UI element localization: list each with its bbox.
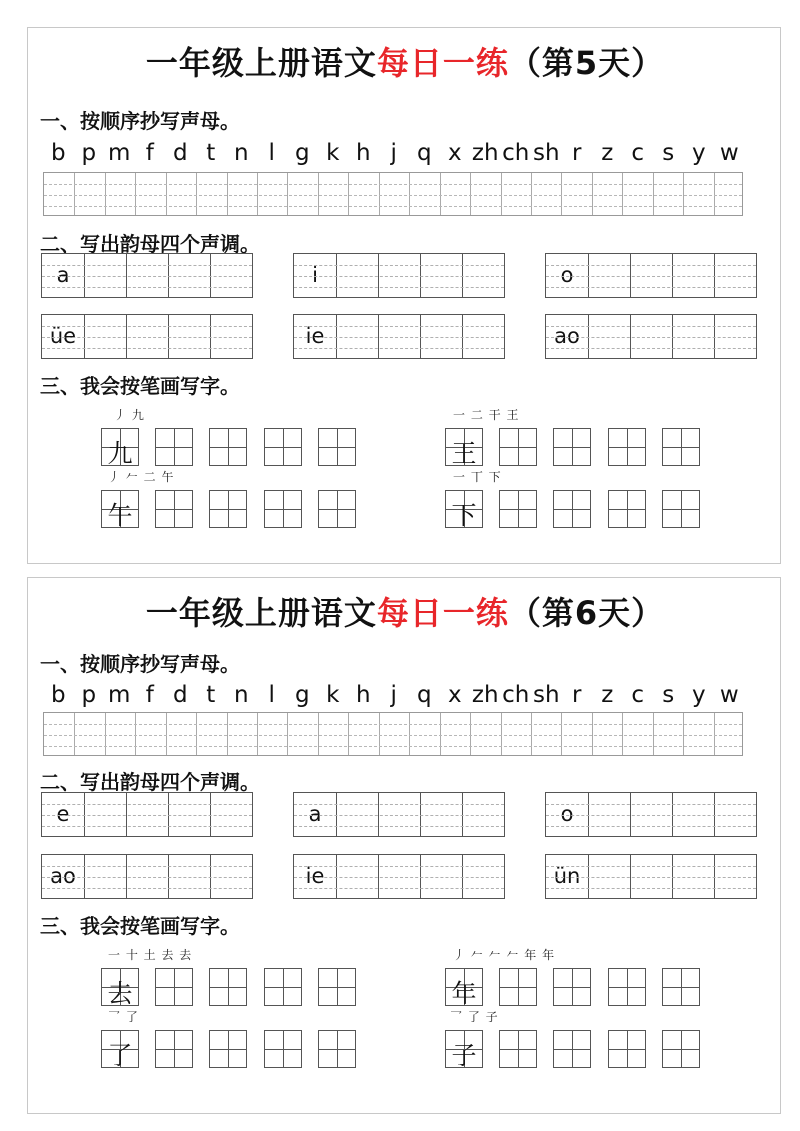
guide-line [42,888,252,889]
grid-column-line [287,173,288,215]
grid-column-line [470,713,471,755]
vowel-label: ün [553,864,581,888]
guide-line [42,337,252,338]
practice-box[interactable] [553,968,591,1006]
title-day: （第5天） [508,44,665,82]
guide-line [546,877,756,878]
initial-letter: zh [471,682,499,708]
initial-letter: b [50,140,66,166]
stroke-order: 乛 了 [108,1010,139,1024]
grid-column-line [105,173,106,215]
initial-letter: s [662,140,675,166]
practice-box[interactable] [499,490,537,528]
practice-box[interactable] [662,428,700,466]
grid-column-line [318,713,319,755]
practice-box[interactable] [662,1030,700,1068]
grid-guide-line [44,206,742,207]
guide-line [546,337,756,338]
practice-box[interactable] [155,490,193,528]
grid-column-line [409,173,410,215]
vowel-writing-box[interactable] [41,792,253,837]
guide-line [546,287,756,288]
title-text: 一年级上册语文 [145,594,377,632]
initial-letter: r [572,682,582,708]
model-character: 九 [107,439,133,468]
grid-column-line [287,713,288,755]
model-character-box [101,490,139,528]
title-highlight: 每日一练 [376,44,509,82]
grid-column-line [470,173,471,215]
model-character-box [445,1030,483,1068]
initial-letter: y [691,140,706,166]
initial-letter: h [355,140,371,166]
initial-letter: q [416,682,432,708]
grid-column-line [348,173,349,215]
grid-column-line [105,713,106,755]
stroke-order: 一 二 干 王 [453,408,520,422]
grid-column-line [653,173,654,215]
vowel-label: o [560,802,574,826]
initial-letter: l [268,682,275,708]
guide-line [42,326,252,327]
model-character: 了 [107,1041,133,1070]
grid-column-line [683,173,684,215]
guide-line [294,826,504,827]
guide-line [294,265,504,266]
guide-line [42,877,252,878]
grid-guide-line [44,735,742,736]
vowel-writing-box[interactable] [545,253,757,298]
initials-writing-grid[interactable] [43,712,743,756]
initial-letter: y [691,682,706,708]
grid-column-line [592,173,593,215]
initials-row [43,140,743,170]
vowel-writing-box[interactable] [41,314,253,359]
grid-column-line [257,173,258,215]
practice-box[interactable] [264,490,302,528]
vowel-label: o [560,263,574,287]
initials-row [43,682,743,712]
initial-letter: s [662,682,675,708]
guide-line [42,265,252,266]
practice-box[interactable] [499,1030,537,1068]
grid-column-line [561,173,562,215]
title-text: 一年级上册语文 [145,44,377,82]
model-character-box [445,490,483,528]
model-character: 去 [107,979,133,1008]
vowel-label: a [56,263,70,287]
stroke-order: 丿 𠂉 二 午 [108,470,175,484]
practice-box[interactable] [662,490,700,528]
guide-line [42,815,252,816]
practice-box[interactable] [155,1030,193,1068]
guide-line [42,276,252,277]
stroke-order: 丿 𠂉 𠂉 𠂉 年 年 [453,948,556,962]
guide-line [294,326,504,327]
model-character-box [445,428,483,466]
practice-box[interactable] [608,968,646,1006]
vowel-label: ie [305,864,325,888]
grid-column-line [379,713,380,755]
initial-letter: ch [502,140,530,166]
initial-letter: w [719,682,739,708]
initial-letter: z [601,140,614,166]
guide-line [294,348,504,349]
initial-letter: n [233,140,249,166]
practice-box[interactable] [553,428,591,466]
practice-box[interactable] [264,1030,302,1068]
grid-guide-line [44,746,742,747]
guide-line [294,815,504,816]
section-2-heading: 二、写出韵母四个声调。 [40,232,260,256]
initial-letter: sh [532,140,560,166]
guide-line [294,866,504,867]
initial-letter: k [326,140,340,166]
initials-writing-grid[interactable] [43,172,743,216]
guide-line [546,866,756,867]
grid-guide-line [44,195,742,196]
practice-box[interactable] [608,490,646,528]
model-character-box [445,968,483,1006]
initial-letter: x [447,682,462,708]
section-1-heading: 一、按顺序抄写声母。 [40,652,240,676]
stroke-order: 乛 了 子 [450,1010,499,1024]
practice-box[interactable] [318,1030,356,1068]
model-character-box [101,968,139,1006]
grid-column-line [714,713,715,755]
worksheet-day-5 [27,27,781,564]
grid-column-line [592,713,593,755]
vowel-label: ie [305,324,325,348]
grid-column-line [227,713,228,755]
grid-column-line [74,173,75,215]
grid-column-line [166,173,167,215]
initial-letter: ch [502,682,530,708]
section-2-heading: 二、写出韵母四个声调。 [40,770,260,794]
practice-box[interactable] [662,968,700,1006]
guide-line [294,287,504,288]
initial-letter: n [233,682,249,708]
grid-column-line [409,713,410,755]
vowel-label: i [312,263,318,287]
worksheet-day-6 [27,577,781,1114]
initial-letter: g [294,682,310,708]
guide-line [546,348,756,349]
practice-box[interactable] [209,968,247,1006]
title-highlight: 每日一练 [376,594,509,632]
initial-letter: q [416,140,432,166]
initial-letter: sh [532,682,560,708]
grid-column-line [653,713,654,755]
initial-letter: w [719,140,739,166]
stroke-order: 丿 九 [114,408,145,422]
section-3-heading: 三、我会按笔画写字。 [40,914,240,938]
grid-column-line [622,713,623,755]
grid-column-line [74,713,75,755]
vowel-label: üe [49,324,77,348]
initial-letter: l [268,140,275,166]
initial-letter: h [355,682,371,708]
initial-letter: t [206,140,216,166]
stroke-order: 一 十 土 去 去 [108,948,193,962]
initial-letter: g [294,140,310,166]
grid-column-line [227,173,228,215]
section-3-heading: 三、我会按笔画写字。 [40,374,240,398]
practice-box[interactable] [209,490,247,528]
model-character: 年 [451,979,477,1008]
initial-letter: m [108,140,131,166]
grid-column-line [135,173,136,215]
guide-line [294,337,504,338]
initial-letter: d [172,682,188,708]
practice-box[interactable] [499,968,537,1006]
practice-box[interactable] [264,428,302,466]
initial-letter: z [601,682,614,708]
grid-column-line [196,713,197,755]
grid-column-line [501,173,502,215]
initial-letter: b [50,682,66,708]
vowel-writing-box[interactable] [41,854,253,899]
grid-column-line [379,173,380,215]
guide-line [546,276,756,277]
model-character: 下 [451,501,477,530]
grid-column-line [531,713,532,755]
guide-line [294,888,504,889]
grid-column-line [714,173,715,215]
grid-column-line [440,713,441,755]
guide-line [42,287,252,288]
initial-letter: zh [471,140,499,166]
guide-line [42,804,252,805]
practice-box[interactable] [553,1030,591,1068]
grid-column-line [622,173,623,215]
grid-column-line [166,713,167,755]
initial-letter: x [447,140,462,166]
vowel-label: e [56,802,70,826]
initial-letter: f [145,682,154,708]
practice-box[interactable] [209,1030,247,1068]
guide-line [42,348,252,349]
model-character: 子 [451,1041,477,1070]
guide-line [546,265,756,266]
grid-column-line [348,713,349,755]
section-1-heading: 一、按顺序抄写声母。 [40,109,240,133]
practice-box[interactable] [264,968,302,1006]
vowel-writing-box[interactable] [293,854,505,899]
grid-column-line [440,173,441,215]
model-character-box [101,1030,139,1068]
guide-line [546,326,756,327]
grid-column-line [683,713,684,755]
initial-letter: t [206,682,216,708]
grid-column-line [257,713,258,755]
model-character: 午 [107,501,133,530]
guide-line [42,866,252,867]
initial-letter: r [572,140,582,166]
guide-line [546,804,756,805]
practice-box[interactable] [155,428,193,466]
vowel-writing-box[interactable] [545,792,757,837]
initial-letter: j [390,682,397,708]
initial-letter: c [631,682,645,708]
worksheet-title [28,588,782,634]
guide-line [546,815,756,816]
stroke-order: 一 丅 下 [453,470,502,484]
guide-line [294,276,504,277]
initial-letter: c [631,140,645,166]
model-character-box [101,428,139,466]
initial-letter: d [172,140,188,166]
practice-box[interactable] [318,968,356,1006]
grid-column-line [501,713,502,755]
practice-box[interactable] [608,1030,646,1068]
vowel-writing-box[interactable] [545,854,757,899]
practice-box[interactable] [318,428,356,466]
worksheet-title [28,38,782,84]
practice-box[interactable] [608,428,646,466]
title-day: （第6天） [508,594,665,632]
practice-box[interactable] [499,428,537,466]
guide-line [42,826,252,827]
guide-line [546,888,756,889]
vowel-label: ao [50,864,76,888]
initial-letter: m [108,682,131,708]
model-character: 王 [451,439,477,468]
grid-column-line [561,713,562,755]
initial-letter: k [326,682,340,708]
grid-column-line [531,173,532,215]
vowel-writing-box[interactable] [293,253,505,298]
initial-letter: f [145,140,154,166]
grid-column-line [135,713,136,755]
grid-guide-line [44,724,742,725]
grid-guide-line [44,184,742,185]
guide-line [546,826,756,827]
initial-letter: p [81,140,97,166]
vowel-label: ao [554,324,580,348]
practice-box[interactable] [155,968,193,1006]
vowel-writing-box[interactable] [293,792,505,837]
practice-box[interactable] [553,490,591,528]
practice-box[interactable] [209,428,247,466]
guide-line [294,804,504,805]
vowel-label: a [308,802,322,826]
grid-column-line [196,173,197,215]
vowel-writing-box[interactable] [545,314,757,359]
vowel-writing-box[interactable] [41,253,253,298]
guide-line [294,877,504,878]
initial-letter: p [81,682,97,708]
vowel-writing-box[interactable] [293,314,505,359]
initial-letter: j [390,140,397,166]
grid-column-line [318,173,319,215]
practice-box[interactable] [318,490,356,528]
